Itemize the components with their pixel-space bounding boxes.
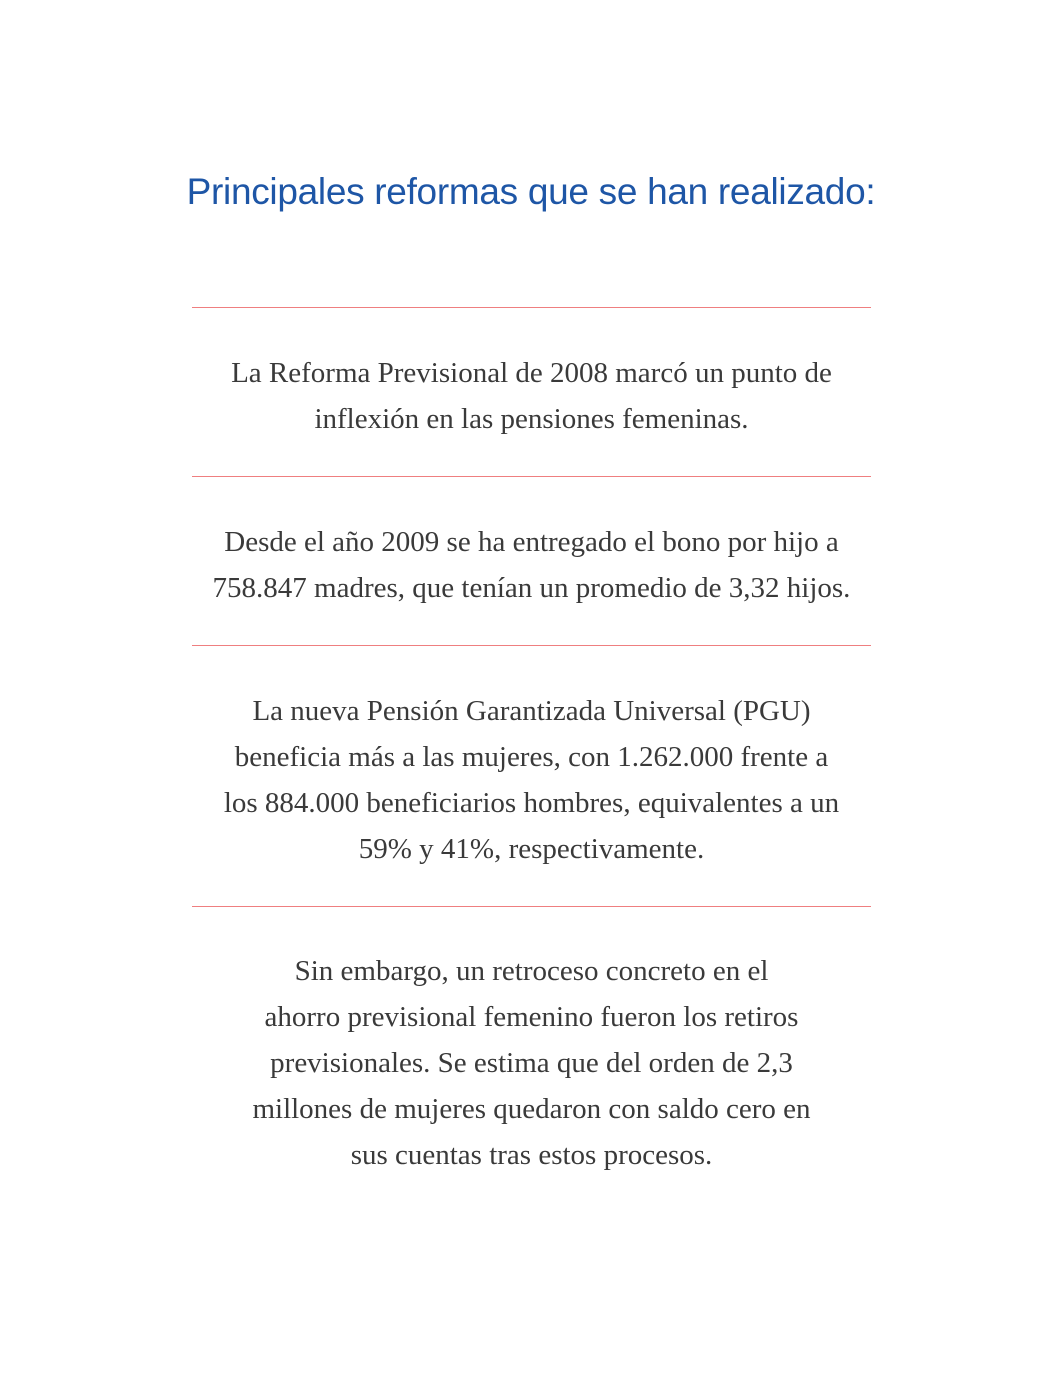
section-divider	[192, 906, 871, 907]
paragraph-line: sus cuentas tras estos procesos.	[350, 1139, 713, 1171]
paragraph-line: ahorro previsional femenino fueron los retiros	[264, 1001, 799, 1033]
paragraph-line: millones de mujeres quedaron con saldo cero en	[252, 1093, 811, 1125]
section-divider	[192, 645, 871, 646]
reform-paragraph-pgu	[192, 688, 871, 872]
paragraph-line: previsionales. Se estima que del orden de 2,3	[270, 1047, 793, 1079]
paragraph-line: Sin embargo, un retroceso concreto en el	[294, 955, 769, 987]
paragraph-line: La Reforma Previsional de 2008 marcó un punto de	[231, 357, 832, 389]
paragraph-line: inflexión en las pensiones femeninas.	[314, 403, 749, 435]
reform-paragraph-2008	[192, 350, 871, 442]
page-title: Principales reformas que se han realizado:	[186, 171, 876, 212]
paragraph-line: 59% y 41%, respectivamente.	[358, 833, 705, 865]
section-divider	[192, 476, 871, 477]
paragraph-line: beneficia más a las mujeres, con 1.262.000 frente a	[234, 741, 829, 773]
paragraph-line: 758.847 madres, que tenían un promedio de 3,32 hijos.	[212, 572, 851, 604]
paragraph-line: los 884.000 beneficiarios hombres, equivalentes a un	[223, 787, 840, 819]
paragraph-line: La nueva Pensión Garantizada Universal (PGU)	[252, 695, 811, 727]
section-divider	[192, 307, 871, 308]
reform-paragraph-retiros	[192, 948, 871, 1178]
paragraph-line: Desde el año 2009 se ha entregado el bono por hijo a	[224, 526, 839, 558]
reform-paragraph-bono-hijo	[192, 519, 871, 611]
